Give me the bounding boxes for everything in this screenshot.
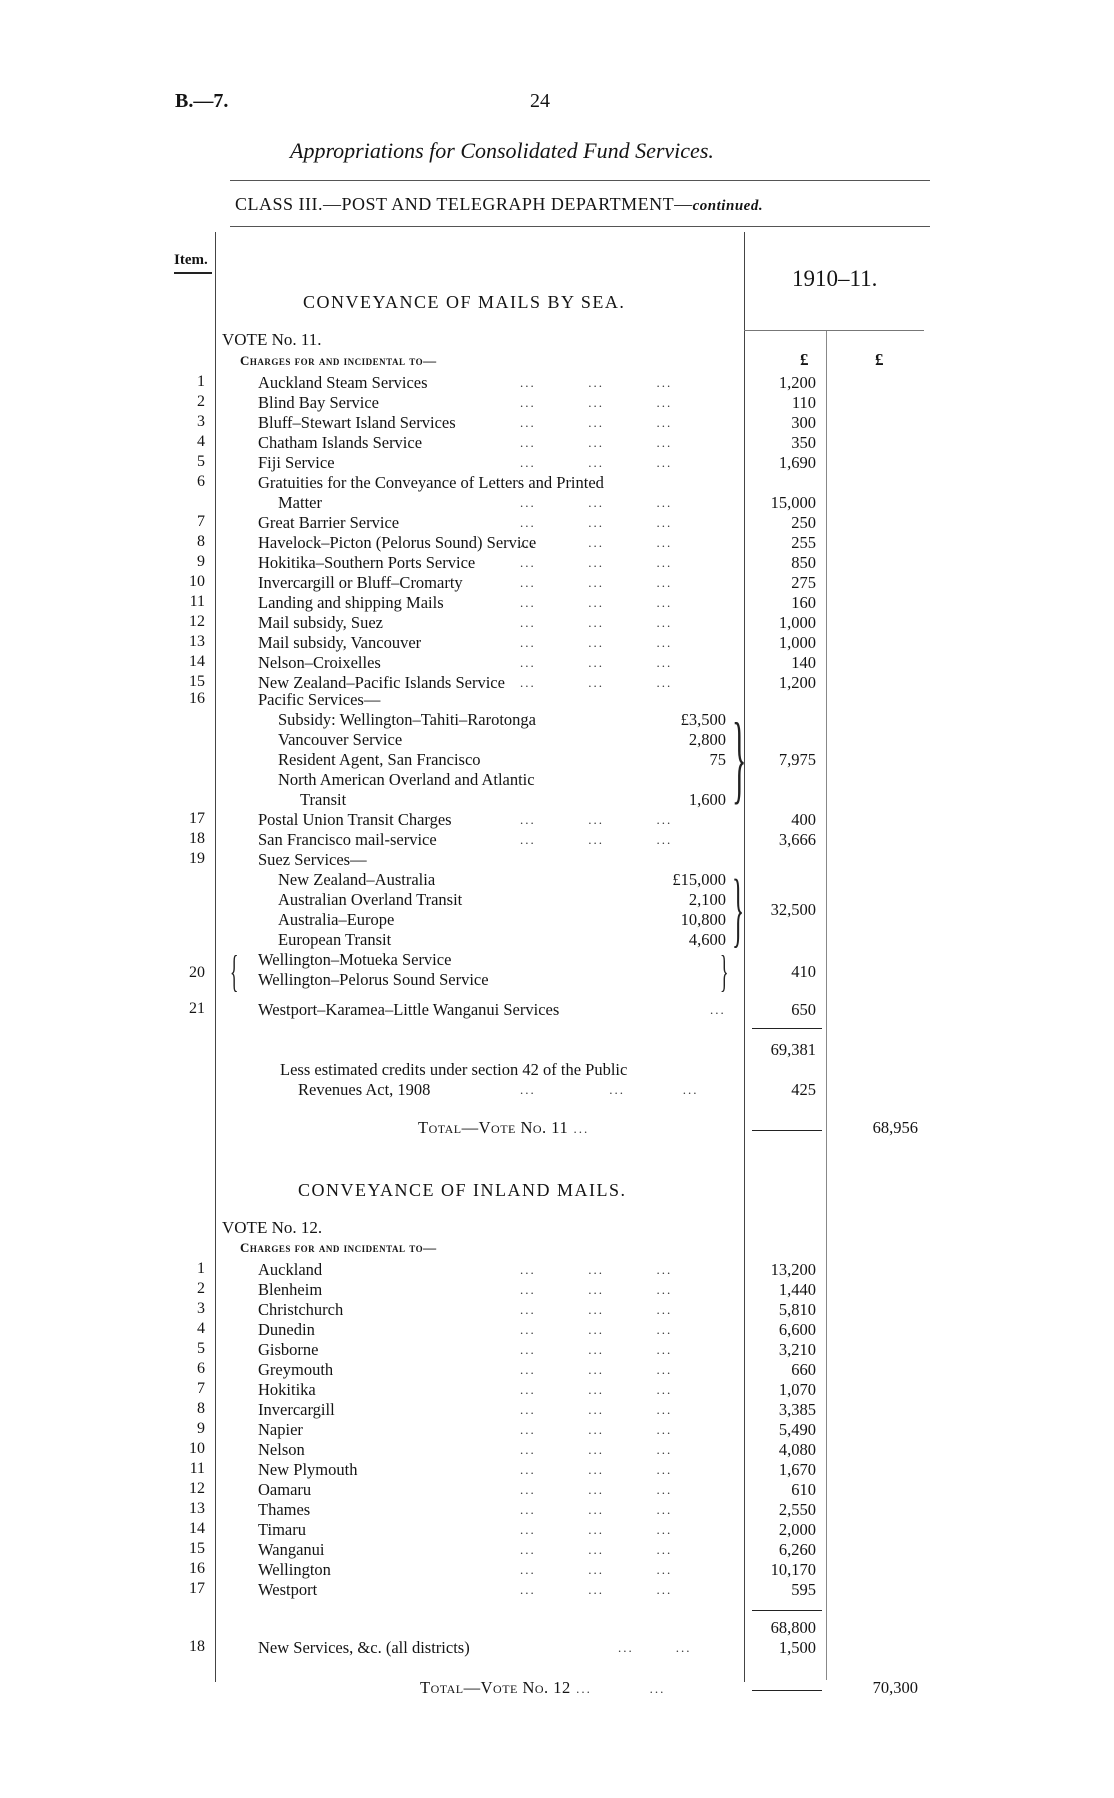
leader-dots: ... ... ... bbox=[520, 1582, 673, 1597]
item-description: Nelson bbox=[258, 1440, 305, 1459]
item-description: Blenheim bbox=[258, 1280, 323, 1299]
item-number: 1 bbox=[197, 1260, 205, 1277]
sea-charges-text: Charges for and incidental to— bbox=[240, 353, 437, 368]
item-amount: 7,975 bbox=[778, 750, 816, 769]
leader-dots: ... ... ... bbox=[520, 495, 673, 510]
item-amount: 3,385 bbox=[778, 1400, 816, 1419]
leader-dots: ... ... ... bbox=[520, 1562, 673, 1577]
item-number: 4 bbox=[197, 1320, 205, 1337]
item-number: 14 bbox=[189, 653, 205, 670]
item-number: 3 bbox=[197, 413, 205, 430]
item-description: Mail subsidy, Suez bbox=[258, 613, 383, 632]
item-description: Christchurch bbox=[258, 1300, 344, 1319]
item-amount: 410 bbox=[791, 962, 816, 981]
leader-dots: ... ... ... bbox=[520, 655, 673, 670]
item-number: 6 bbox=[197, 1360, 205, 1377]
item-amount: 160 bbox=[791, 593, 816, 612]
item-number: 11 bbox=[189, 593, 205, 610]
leader-dots: ... ... ... bbox=[520, 515, 673, 530]
item-number: 5 bbox=[197, 1340, 205, 1357]
item-amount: 110 bbox=[791, 393, 816, 412]
subitem-description: New Zealand–Australia bbox=[278, 870, 436, 889]
inland-charges-text: Charges for and incidental to— bbox=[240, 1240, 437, 1255]
vote-11-total: 68,956 bbox=[872, 1118, 918, 1137]
item-number: 2 bbox=[197, 1280, 205, 1297]
year-heading: 1910–11. bbox=[792, 266, 878, 291]
leader-dots: ... ... ... bbox=[520, 1402, 673, 1417]
item-amount: 1,000 bbox=[778, 633, 816, 652]
leader-dots: ... ... ... bbox=[520, 1462, 673, 1477]
item-description: Invercargill or Bluff–Cromarty bbox=[258, 573, 463, 592]
subitem-amount: 75 bbox=[709, 750, 726, 769]
leader-dots: ... ... ... bbox=[520, 455, 673, 470]
item-description: Blind Bay Service bbox=[258, 393, 379, 412]
item-amount: 140 bbox=[791, 653, 816, 672]
leader-dots: ... ... ... bbox=[520, 635, 673, 650]
item-amount: 660 bbox=[791, 1360, 816, 1379]
leader-dots: ... ... bbox=[570, 1681, 666, 1696]
leader-dots: ... ... ... bbox=[520, 1502, 673, 1517]
item-amount: 2,550 bbox=[778, 1500, 816, 1519]
item-number: 18 bbox=[189, 1638, 205, 1655]
item-description: Napier bbox=[258, 1420, 303, 1439]
leader-dots: ... ... ... bbox=[520, 1482, 673, 1497]
item-column-header: Item. bbox=[174, 252, 208, 268]
item-description: Invercargill bbox=[258, 1400, 335, 1419]
subitem-amount: 2,800 bbox=[688, 730, 726, 749]
item-description: Greymouth bbox=[258, 1360, 334, 1379]
item-amount: 1,440 bbox=[778, 1280, 816, 1299]
subitem-description: Australia–Europe bbox=[278, 910, 395, 929]
item-number: 14 bbox=[189, 1520, 205, 1537]
leader-dots: ... bbox=[568, 1121, 590, 1136]
inland-subtotal: 68,800 bbox=[770, 1618, 816, 1637]
item-amount: 1,000 bbox=[778, 613, 816, 632]
item-amount: 13,200 bbox=[770, 1260, 816, 1279]
item-description: Wellington–Motueka Service bbox=[258, 950, 452, 969]
item-amount: 10,170 bbox=[770, 1560, 816, 1579]
item-column-divider bbox=[215, 232, 216, 1682]
item-amount: 1,200 bbox=[778, 373, 816, 392]
item-description: Suez Services— bbox=[258, 850, 367, 869]
subitem-description: Subsidy: Wellington–Tahiti–Rarotonga bbox=[278, 710, 536, 729]
item-description: Great Barrier Service bbox=[258, 513, 400, 532]
item-description: New Zealand–Pacific Islands Service bbox=[258, 673, 505, 692]
item-number: 2 bbox=[197, 393, 205, 410]
page-title: Appropriations for Consolidated Fund Services. bbox=[290, 138, 714, 163]
item-description: Wanganui bbox=[258, 1540, 325, 1559]
subitem-amount: 4,600 bbox=[688, 930, 726, 949]
less-credits-line2: Revenues Act, 1908 bbox=[298, 1080, 431, 1099]
item-amount: 3,666 bbox=[778, 830, 816, 849]
item-number: 3 bbox=[197, 1300, 205, 1317]
item-number: 12 bbox=[189, 1480, 205, 1497]
item-description: Pacific Services— bbox=[258, 690, 381, 709]
leader-dots: ... ... ... bbox=[520, 1522, 673, 1537]
vote-12-total-text: Total—Vote No. 12 bbox=[420, 1678, 571, 1697]
item-amount: 1,690 bbox=[778, 453, 816, 472]
subitem-amount: £15,000 bbox=[672, 870, 726, 889]
item-number: 20 bbox=[189, 964, 205, 981]
vote-11-label: VOTE No. 11. bbox=[222, 330, 322, 349]
item-number: 9 bbox=[197, 1420, 205, 1437]
item-amount: 650 bbox=[791, 1000, 816, 1019]
item-amount: 32,500 bbox=[770, 900, 816, 919]
item-description: Thames bbox=[258, 1500, 311, 1519]
item-amount: 250 bbox=[791, 513, 816, 532]
item-description: Mail subsidy, Vancouver bbox=[258, 633, 422, 652]
item-description: Landing and shipping Mails bbox=[258, 593, 444, 612]
subitem-description: Resident Agent, San Francisco bbox=[278, 750, 481, 769]
item-amount: 275 bbox=[791, 573, 816, 592]
item-amount: 3,210 bbox=[778, 1340, 816, 1359]
item-number: 4 bbox=[197, 433, 205, 450]
item-amount: 300 bbox=[791, 413, 816, 432]
leader-dots: ... bbox=[710, 1002, 726, 1017]
item-description: Wellington bbox=[258, 1560, 331, 1579]
sea-section-title: CONVEYANCE OF MAILS BY SEA. bbox=[303, 292, 626, 312]
item-description: Westport–Karamea–Little Wanganui Services bbox=[258, 1000, 560, 1019]
item-number: 18 bbox=[189, 830, 205, 847]
vote-12-total-label bbox=[420, 1678, 665, 1698]
subitem-description: European Transit bbox=[278, 930, 392, 949]
item-description: Gratuities for the Conveyance of Letters and Printed bbox=[258, 473, 604, 492]
item-number: 11 bbox=[189, 1460, 205, 1477]
subitem-description: Transit bbox=[300, 790, 347, 809]
item-number: 19 bbox=[189, 850, 205, 867]
item-amount: 1,500 bbox=[778, 1638, 816, 1657]
item-description: Auckland bbox=[258, 1260, 323, 1279]
item-number: 10 bbox=[189, 1440, 205, 1457]
inland-subtotal-rule bbox=[752, 1610, 822, 1611]
item-number: 12 bbox=[189, 613, 205, 630]
item-amount: 6,260 bbox=[778, 1540, 816, 1559]
item-amount: 5,810 bbox=[778, 1300, 816, 1319]
item-description: Hokitika–Southern Ports Service bbox=[258, 553, 476, 572]
leader-dots: ... ... ... bbox=[520, 1342, 673, 1357]
leader-dots: ... ... ... bbox=[520, 1262, 673, 1277]
leader-dots: ... ... ... bbox=[520, 435, 673, 450]
item-number: 16 bbox=[189, 690, 205, 707]
item-number: 5 bbox=[197, 453, 205, 470]
sea-subtotal: 69,381 bbox=[770, 1040, 816, 1059]
leader-dots: ... ... ... bbox=[520, 595, 673, 610]
leader-dots: ... ... ... bbox=[520, 555, 673, 570]
vote-11-total-label bbox=[418, 1118, 589, 1138]
item-amount: 595 bbox=[791, 1580, 816, 1599]
item-amount: 350 bbox=[791, 433, 816, 452]
item-number: 10 bbox=[189, 573, 205, 590]
item-number: 7 bbox=[197, 1380, 205, 1397]
item-description: Chatham Islands Service bbox=[258, 433, 423, 452]
subitem-description: North American Overland and Atlantic bbox=[278, 770, 535, 789]
leader-dots: ... ... ... bbox=[520, 832, 673, 847]
item-description: Dunedin bbox=[258, 1320, 315, 1339]
item-amount: 610 bbox=[791, 1480, 816, 1499]
leader-dots: ... ... ... bbox=[520, 1302, 673, 1317]
item-amount: 5,490 bbox=[778, 1420, 816, 1439]
item-description: Westport bbox=[258, 1580, 318, 1599]
item-description: New Plymouth bbox=[258, 1460, 358, 1479]
item-number: 1 bbox=[197, 373, 205, 390]
wellington-left-brace: { bbox=[230, 947, 239, 996]
item-number: 17 bbox=[189, 810, 205, 827]
item-description: Hokitika bbox=[258, 1380, 316, 1399]
subtotal-column-divider bbox=[826, 330, 827, 1680]
pacific-brace: } bbox=[732, 702, 747, 813]
item-description: Nelson–Croixelles bbox=[258, 653, 381, 672]
leader-dots: ... ... bbox=[618, 1640, 692, 1655]
subitem-amount: 2,100 bbox=[688, 890, 726, 909]
item-description-cont: Matter bbox=[278, 493, 322, 512]
paper-reference: B.—7. bbox=[175, 90, 229, 112]
item-description: Postal Union Transit Charges bbox=[258, 810, 452, 829]
item-number: 7 bbox=[197, 513, 205, 530]
leader-dots: ... ... ... bbox=[520, 415, 673, 430]
title-rule bbox=[230, 180, 930, 181]
pound-header-col1: £ bbox=[800, 350, 809, 369]
item-description: Fiji Service bbox=[258, 453, 335, 472]
subitem-amount: £3,500 bbox=[680, 710, 726, 729]
item-number: 6 bbox=[197, 473, 205, 490]
page-number: 24 bbox=[530, 90, 550, 112]
subitem-amount: 10,800 bbox=[680, 910, 726, 929]
item-amount: 1,200 bbox=[778, 673, 816, 692]
wellington-right-brace: } bbox=[720, 947, 729, 996]
item-number: 8 bbox=[197, 1400, 205, 1417]
sea-charges-label bbox=[240, 353, 437, 369]
inland-section-title: CONVEYANCE OF INLAND MAILS. bbox=[298, 1180, 627, 1200]
item-amount: 400 bbox=[791, 810, 816, 829]
item-amount: 4,080 bbox=[778, 1440, 816, 1459]
sea-subtotal-rule bbox=[752, 1028, 822, 1029]
leader-dots: ... ... ... bbox=[520, 1282, 673, 1297]
item-number: 21 bbox=[189, 1000, 205, 1017]
item-description: San Francisco mail-service bbox=[258, 830, 437, 849]
class-heading-text: CLASS III.—POST AND TELEGRAPH DEPARTMENT— bbox=[235, 194, 693, 214]
subitem-description: Australian Overland Transit bbox=[278, 890, 463, 909]
item-amount: 255 bbox=[791, 533, 816, 552]
vote-12-total: 70,300 bbox=[872, 1678, 918, 1697]
header-rule bbox=[230, 226, 930, 227]
leader-dots: ... ... ... bbox=[520, 615, 673, 630]
item-amount: 850 bbox=[791, 553, 816, 572]
item-header-underline bbox=[174, 272, 212, 274]
item-amount: 15,000 bbox=[770, 493, 816, 512]
pound-header-col2: £ bbox=[875, 350, 884, 369]
item-number: 13 bbox=[189, 1500, 205, 1517]
item-amount: 1,670 bbox=[778, 1460, 816, 1479]
subitem-description: Vancouver Service bbox=[278, 730, 403, 749]
leader-dots: ... ... ... bbox=[520, 812, 673, 827]
item-amount: 1,070 bbox=[778, 1380, 816, 1399]
item-description: Havelock–Picton (Pelorus Sound) Service bbox=[258, 533, 537, 552]
leader-dots: ... ... ... bbox=[520, 375, 673, 390]
item-number: 13 bbox=[189, 633, 205, 650]
year-rule bbox=[744, 330, 924, 331]
leader-dots: ... ... ... bbox=[520, 1082, 699, 1097]
vote-11-total-text: Total—Vote No. 11 bbox=[418, 1118, 569, 1137]
continued-label: continued. bbox=[692, 198, 764, 214]
item-description: Auckland Steam Services bbox=[258, 373, 428, 392]
item-description: Gisborne bbox=[258, 1340, 319, 1359]
leader-dots: ... ... ... bbox=[520, 575, 673, 590]
leader-dots: ... ... ... bbox=[520, 1422, 673, 1437]
item-number: 16 bbox=[189, 1560, 205, 1577]
item-number: 17 bbox=[189, 1580, 205, 1597]
less-credits-amount: 425 bbox=[791, 1080, 816, 1099]
item-description: Bluff–Stewart Island Services bbox=[258, 413, 456, 432]
leader-dots: ... ... ... bbox=[520, 535, 673, 550]
leader-dots: ... ... ... bbox=[520, 675, 673, 690]
item-number: 9 bbox=[197, 553, 205, 570]
item-amount: 2,000 bbox=[778, 1520, 816, 1539]
item-description: Wellington–Pelorus Sound Service bbox=[258, 970, 489, 989]
leader-dots: ... ... ... bbox=[520, 395, 673, 410]
item-number: 8 bbox=[197, 533, 205, 550]
item-number: 15 bbox=[189, 673, 205, 690]
item-number: 15 bbox=[189, 1540, 205, 1557]
subitem-amount: 1,600 bbox=[688, 790, 726, 809]
vote-12-label: VOTE No. 12. bbox=[222, 1218, 323, 1237]
leader-dots: ... ... ... bbox=[520, 1542, 673, 1557]
suez-brace: } bbox=[732, 863, 745, 956]
item-description: Timaru bbox=[258, 1520, 306, 1539]
inland-charges-label bbox=[240, 1240, 437, 1256]
item-description: New Services, &c. (all districts) bbox=[258, 1638, 470, 1657]
leader-dots: ... ... ... bbox=[520, 1322, 673, 1337]
leader-dots: ... ... ... bbox=[520, 1382, 673, 1397]
item-description: Oamaru bbox=[258, 1480, 312, 1499]
item-amount: 6,600 bbox=[778, 1320, 816, 1339]
leader-dots: ... ... ... bbox=[520, 1362, 673, 1377]
class-heading bbox=[235, 194, 763, 215]
less-credits-line1: Less estimated credits under section 42 of the Public bbox=[280, 1060, 628, 1079]
leader-dots: ... ... ... bbox=[520, 1442, 673, 1457]
